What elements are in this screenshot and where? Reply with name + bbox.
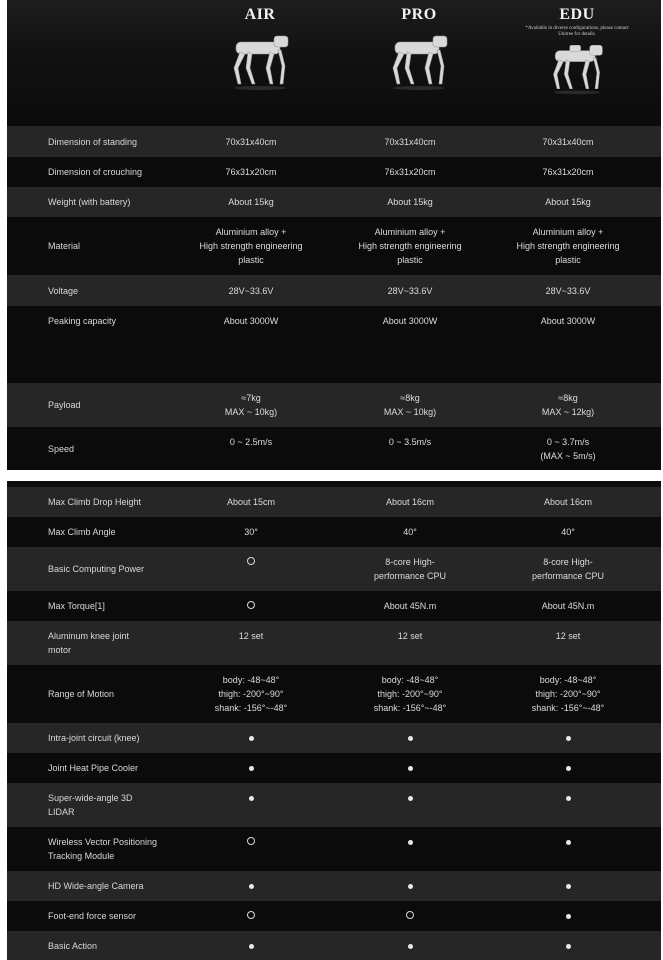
spec-value-pro: [335, 835, 485, 849]
spec-value-pro: 28V~33.6V: [387, 285, 433, 296]
spec-value-pro: About 15kg: [387, 197, 433, 207]
spec-value-pro: 0 ~ 3.5m/s: [388, 437, 432, 447]
spec-value-pro: 8-core High- performance CPU: [373, 557, 447, 581]
model-title: EDU: [559, 6, 595, 23]
spec-panel-bottom: [7, 481, 661, 960]
robot-dog-image: [539, 38, 615, 96]
spec-value-air: 28V~33.6V: [228, 285, 274, 296]
spec-label: Intra-joint circuit (knee): [48, 733, 140, 743]
spec-row: [7, 753, 661, 783]
spec-label: Max Climb Angle: [48, 527, 116, 537]
included-dot-icon: [249, 736, 254, 741]
spec-value-air: [176, 879, 326, 893]
spec-value-pro: About 45N.m: [383, 601, 437, 611]
spec-label: Material: [48, 241, 81, 251]
spec-value-pro: About 3000W: [382, 316, 438, 326]
spec-value-pro: 40°: [403, 527, 417, 537]
spec-value-pro: 76x31x20cm: [384, 167, 436, 177]
spec-value-edu: [493, 939, 643, 953]
not-included-circle-icon: [247, 911, 255, 919]
included-dot-icon: [566, 840, 571, 845]
spec-value-edu: 0 ~ 3.7m/s (MAX ~ 5m/s): [540, 436, 596, 461]
model-edu: [477, 0, 661, 96]
spec-panel-top: [7, 0, 661, 470]
spec-value-edu: [493, 835, 643, 849]
spec-value-air: [176, 761, 326, 775]
spec-value-pro: body: -48~48° thigh: -200°~90° shank: -156°~-48°: [373, 675, 447, 713]
spec-row: [7, 621, 661, 665]
spec-value-pro: About 16cm: [385, 497, 435, 507]
spec-row: [7, 901, 661, 931]
spec-row: [7, 827, 661, 871]
spec-value-edu: [493, 731, 643, 745]
spec-row: [7, 383, 661, 427]
spec-label: Voltage: [48, 285, 79, 296]
model-title: AIR: [244, 6, 276, 23]
spec-label: Peaking capacity: [48, 316, 117, 326]
spec-value-air: [176, 599, 326, 613]
spec-row: [7, 487, 661, 517]
spec-value-air: [176, 835, 326, 849]
spec-value-air: About 3000W: [223, 316, 279, 326]
spec-label: Wireless Vector Positioning Tracking Module: [48, 837, 158, 861]
spec-value-edu: [493, 909, 643, 923]
included-dot-icon: [249, 884, 254, 889]
not-included-circle-icon: [406, 911, 414, 919]
spec-row: [7, 931, 661, 960]
spec-value-edu: About 45N.m: [541, 601, 595, 611]
included-dot-icon: [566, 944, 571, 949]
spec-value-air: 70x31x40cm: [225, 136, 277, 147]
included-dot-icon: [408, 840, 413, 845]
included-dot-icon: [249, 944, 254, 949]
spec-value-pro: [335, 761, 485, 775]
spec-row: [7, 591, 661, 621]
spec-value-edu: About 16cm: [543, 497, 593, 507]
spec-row: [7, 126, 661, 157]
included-dot-icon: [408, 736, 413, 741]
spec-value-air: [176, 939, 326, 953]
spec-value-air: [176, 909, 326, 923]
included-dot-icon: [566, 914, 571, 919]
spec-row: [7, 217, 661, 275]
spec-row: [7, 783, 661, 827]
spec-value-air: About 15cm: [226, 497, 276, 507]
spec-label: Dimension of standing: [48, 136, 138, 147]
spec-label: Basic Computing Power: [48, 564, 145, 574]
spec-label: HD Wide-angle Camera: [48, 881, 144, 891]
spec-label: Foot-end force sensor: [48, 911, 137, 921]
spec-row: [7, 275, 661, 306]
spec-row: [7, 427, 661, 470]
spec-value-edu: About 3000W: [540, 316, 596, 326]
included-dot-icon: [249, 766, 254, 771]
spec-label: Payload: [48, 400, 81, 410]
robot-dog-image: [381, 28, 457, 92]
spec-row: [7, 157, 661, 187]
spec-value-pro: [335, 879, 485, 893]
spec-value-air: ≈7kg MAX ~ 10kg): [224, 393, 278, 417]
included-dot-icon: [408, 796, 413, 801]
spec-value-edu: body: -48~48° thigh: -200°~90° shank: -156°~-48°: [531, 675, 605, 713]
spec-label: Range of Motion: [48, 689, 115, 699]
spec-label: Weight (with battery): [48, 197, 131, 207]
spec-value-edu: 8-core High- performance CPU: [531, 557, 605, 581]
included-dot-icon: [408, 766, 413, 771]
spec-value-air: body: -48~48° thigh: -200°~90° shank: -156°~-48°: [214, 675, 288, 713]
spec-row: [7, 723, 661, 753]
included-dot-icon: [566, 736, 571, 741]
spec-value-air: 12 set: [238, 631, 264, 641]
spec-value-pro: Aluminium alloy + High strength engineering plastic: [358, 227, 462, 265]
spec-value-edu: Aluminium alloy + High strength engineering plastic: [516, 227, 620, 265]
model-title: PRO: [401, 6, 437, 23]
spec-value-air: [176, 731, 326, 745]
spec-value-air: Aluminium alloy + High strength engineering plastic: [199, 227, 303, 265]
spec-label: Max Climb Drop Height: [48, 497, 142, 507]
spec-label: Dimension of crouching: [48, 167, 143, 177]
included-dot-icon: [249, 796, 254, 801]
spec-value-edu: 12 set: [555, 631, 581, 641]
included-dot-icon: [566, 884, 571, 889]
spec-value-air: 30°: [244, 527, 258, 537]
spec-value-pro: ≈8kg MAX ~ 10kg): [383, 393, 437, 417]
spec-value-air: 76x31x20cm: [225, 167, 277, 177]
spec-label: Basic Action: [48, 940, 98, 951]
spec-value-edu: [493, 761, 643, 775]
not-included-circle-icon: [247, 557, 255, 565]
spec-label: Speed: [48, 443, 75, 454]
spec-label: Aluminum knee joint motor: [48, 631, 130, 655]
model-header: [7, 0, 661, 126]
spec-value-edu: About 15kg: [545, 197, 591, 207]
spec-value-edu: 76x31x20cm: [542, 167, 594, 177]
spec-value-pro: [335, 731, 485, 745]
spec-value-pro: 12 set: [397, 631, 423, 641]
spec-value-pro: 70x31x40cm: [384, 136, 436, 147]
spec-label: Super-wide-angle 3D LIDAR: [48, 793, 133, 817]
spec-row: [7, 665, 661, 723]
spec-row: [7, 871, 661, 901]
spec-row: [7, 306, 661, 383]
spec-value-edu: [493, 791, 643, 805]
included-dot-icon: [408, 884, 413, 889]
included-dot-icon: [408, 944, 413, 949]
model-note: *Available in diverse configurations, please contact Unitree for details.: [525, 26, 629, 37]
spec-value-edu: 28V~33.6V: [545, 285, 591, 296]
spec-value-edu: ≈8kg MAX ~ 12kg): [541, 393, 595, 417]
spec-value-edu: [493, 879, 643, 893]
included-dot-icon: [566, 796, 571, 801]
spec-value-air: [176, 555, 326, 569]
spec-value-air: [176, 791, 326, 805]
spec-value-pro: [335, 909, 485, 923]
not-included-circle-icon: [247, 837, 255, 845]
spec-row: [7, 187, 661, 217]
spec-row: [7, 517, 661, 547]
spec-value-air: About 15kg: [228, 197, 274, 207]
spec-value-pro: [335, 939, 485, 953]
not-included-circle-icon: [247, 601, 255, 609]
spec-label: Joint Heat Pipe Cooler: [48, 763, 139, 773]
spec-value-edu: 40°: [561, 527, 575, 537]
spec-value-air: 0 ~ 2.5m/s: [229, 437, 273, 447]
included-dot-icon: [566, 766, 571, 771]
spec-value-edu: 70x31x40cm: [542, 136, 594, 147]
robot-dog-image: [222, 28, 298, 92]
spec-value-pro: [335, 791, 485, 805]
spec-label: Max Torque[1]: [48, 601, 105, 611]
spec-row: [7, 547, 661, 591]
